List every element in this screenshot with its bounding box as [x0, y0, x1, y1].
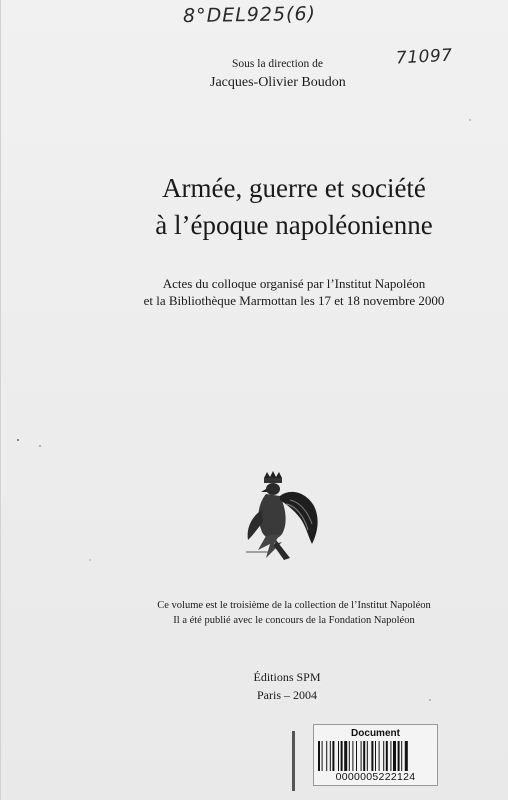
subtitle-line-2: et la Bibliothèque Marmottan les 17 et 18 novembre 2000	[143, 293, 445, 308]
barcode-bar	[363, 741, 365, 771]
collection-note-line-1: Ce volume est le troisième de la collection de l’Institut Napoléon	[157, 600, 431, 611]
barcode-bar	[398, 741, 400, 771]
barcode-bar	[405, 741, 408, 771]
barcode-bar	[401, 741, 402, 771]
handwritten-shelfmark: 8°DEL925(6)	[182, 2, 317, 28]
barcode-bar	[383, 741, 384, 771]
barcode-number: 0000005222124	[335, 771, 416, 783]
barcode-bar	[326, 741, 327, 771]
barcode-bar	[344, 741, 347, 771]
barcode-bar	[371, 741, 373, 771]
barcode-bar	[338, 741, 339, 771]
barcode-bar	[341, 741, 343, 771]
scan-edge-mark	[292, 731, 295, 791]
barcode-label-title: Document	[351, 728, 400, 739]
publisher-place-year: Paris – 2004	[257, 688, 317, 702]
subtitle-line-1: Actes du colloque organisé par l’Institut Napoléon	[162, 276, 426, 291]
barcode-icon	[318, 741, 433, 771]
barcode-bar	[361, 741, 362, 771]
barcode-bar	[322, 741, 323, 771]
barcode-bar	[318, 741, 320, 771]
collection-note-line-2: Il a été publié avec le concours de la Fondation Napoléon	[173, 615, 415, 626]
barcode-bar	[356, 741, 357, 771]
barcode-bar	[352, 741, 353, 771]
barcode-bar	[367, 741, 368, 771]
barcode-bar	[330, 741, 331, 771]
barcode-bar	[379, 741, 380, 771]
barcode-bar	[375, 741, 376, 771]
direction-label: Sous la direction de	[232, 58, 324, 70]
barcode-bar	[349, 741, 350, 771]
barcode-bar	[390, 741, 391, 771]
barcode-label	[313, 724, 438, 786]
publisher-name: Éditions SPM	[253, 670, 321, 684]
book-title-line-2: à l’époque napoléonienne	[155, 210, 433, 240]
barcode-bar	[393, 741, 396, 771]
barcode-bar	[332, 741, 334, 771]
barcode-bar	[386, 741, 388, 771]
book-title-line-1: Armée, guerre et société	[162, 173, 426, 203]
imperial-eagle-icon	[236, 470, 326, 565]
handwritten-number: 71097	[395, 45, 454, 69]
editor-name: Jacques-Olivier Boudon	[210, 75, 346, 90]
